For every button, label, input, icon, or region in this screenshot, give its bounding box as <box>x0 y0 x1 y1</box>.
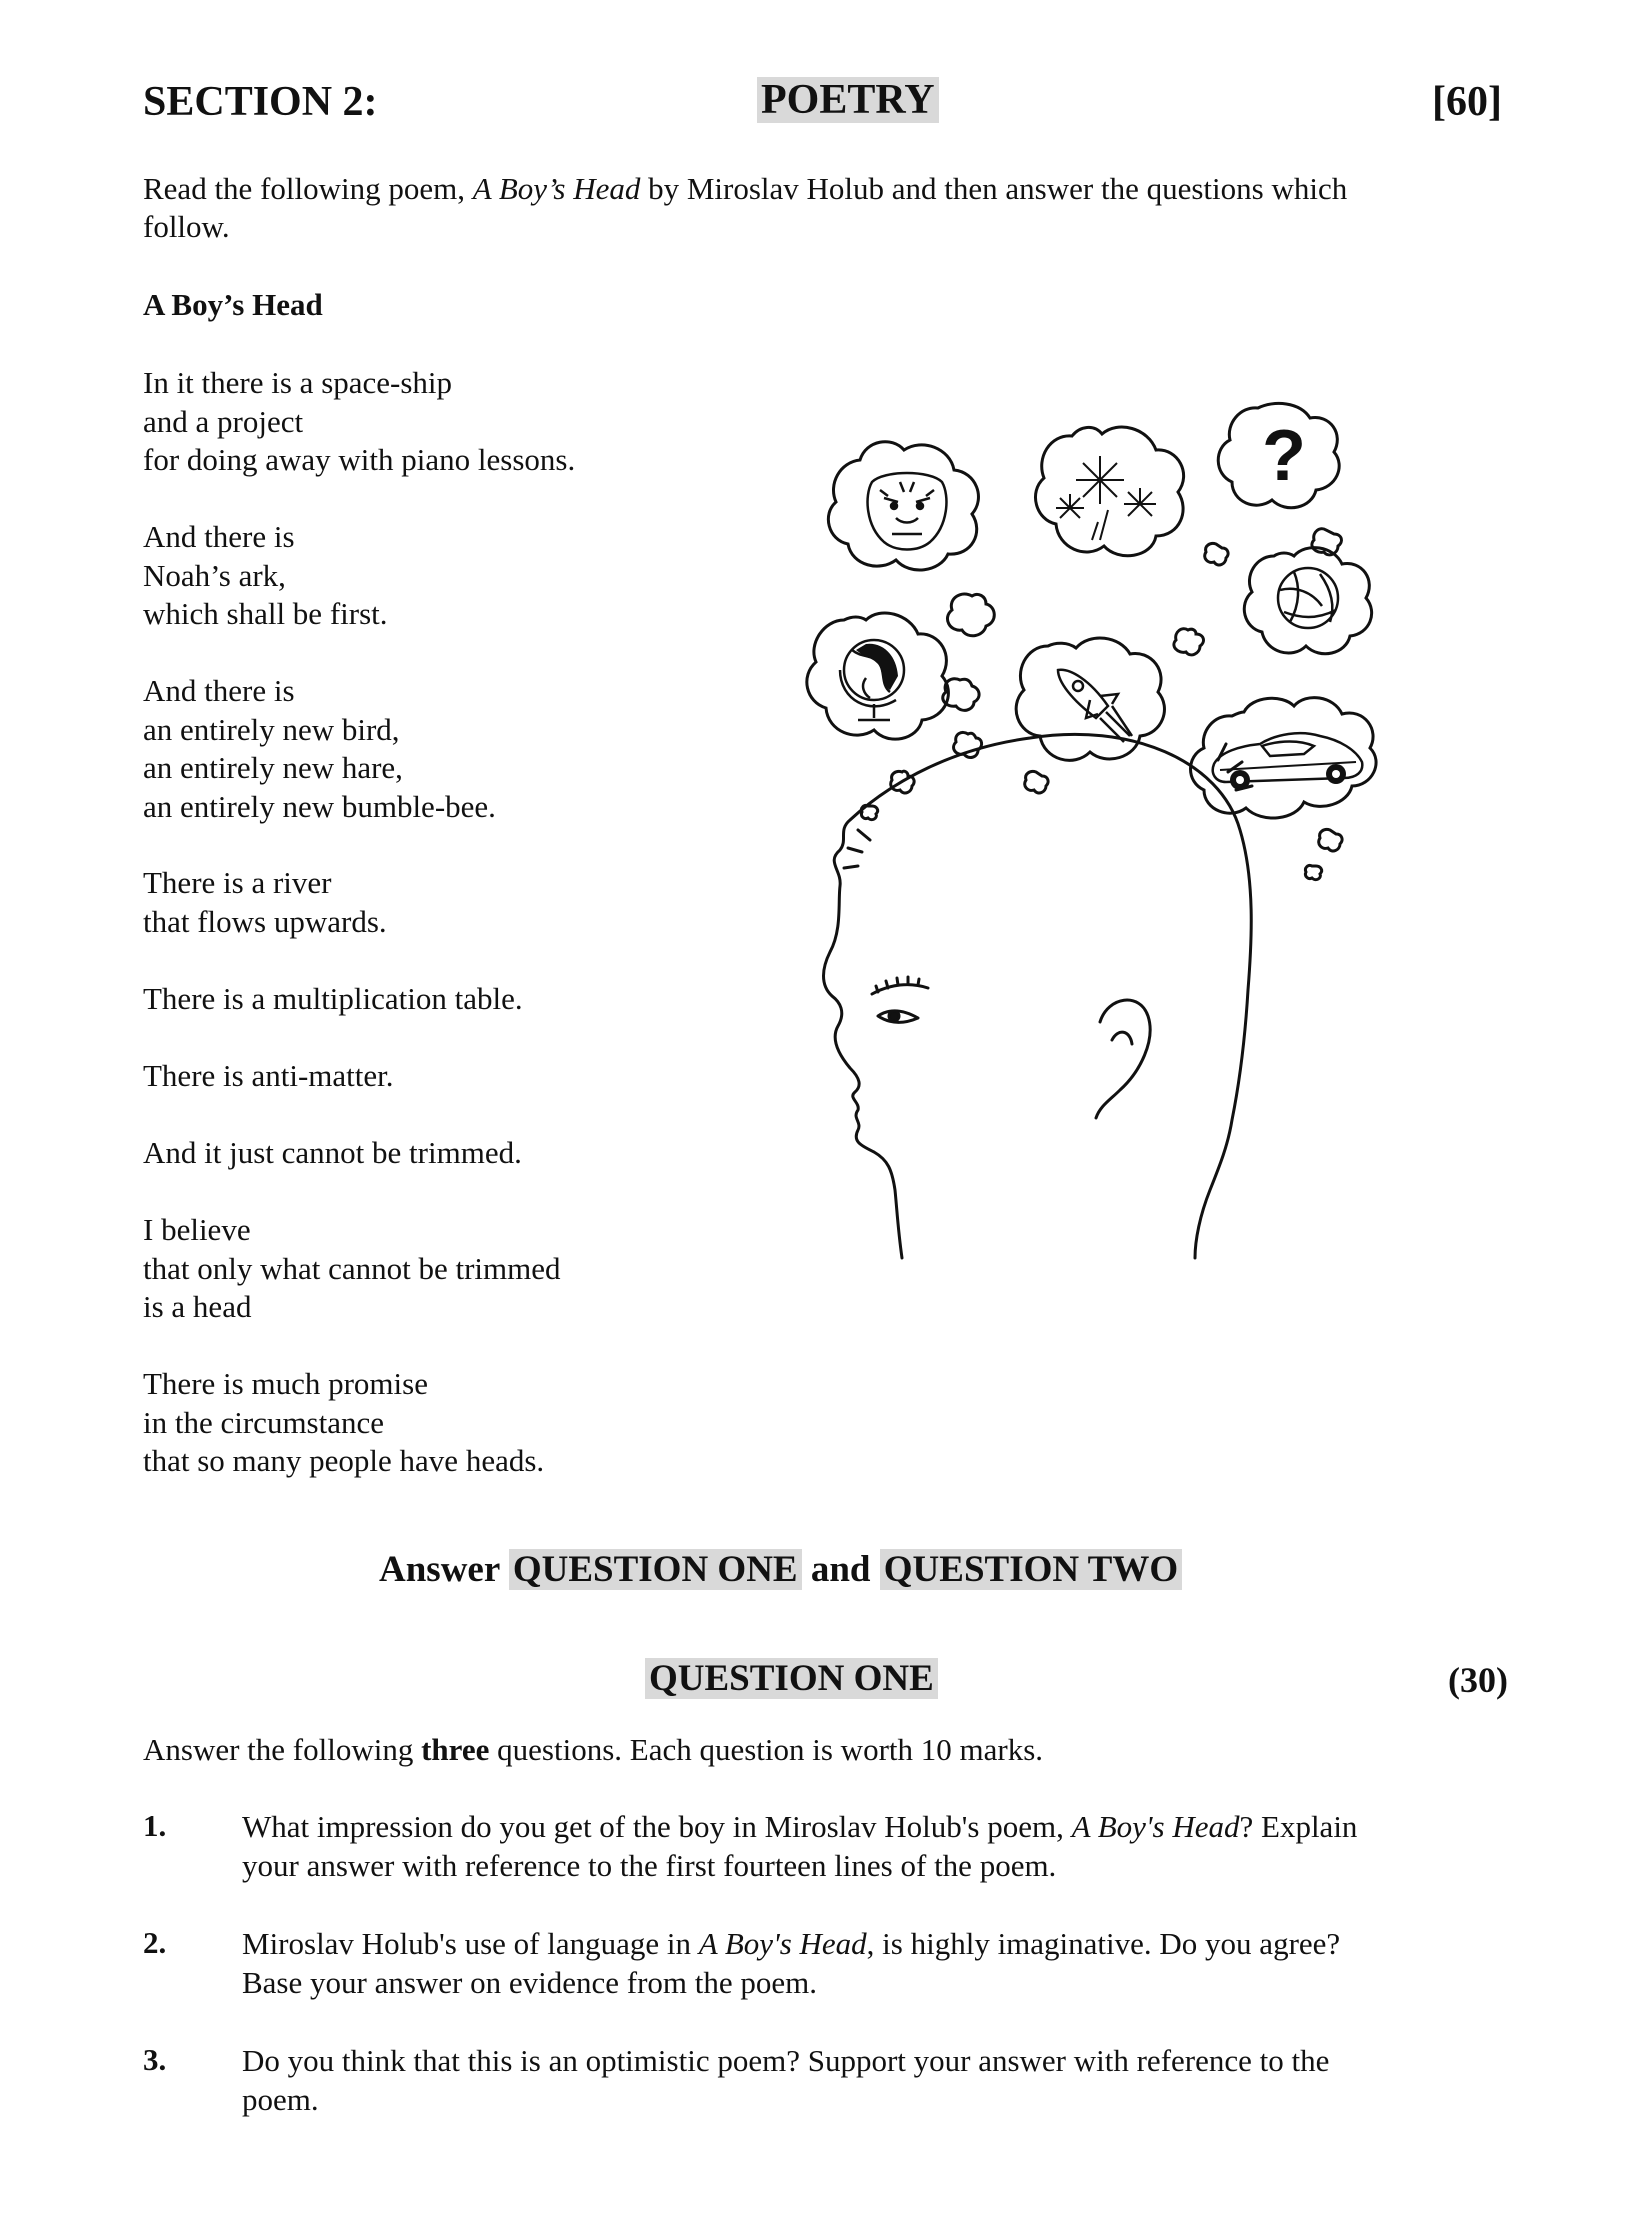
poem-line: an entirely new bird, <box>143 711 400 747</box>
question-number: 1. <box>143 1808 167 1843</box>
poem-stanza <box>143 980 523 1019</box>
poem-line: There is anti-matter. <box>143 1058 394 1093</box>
intro-text: Read the following poem, <box>143 171 473 206</box>
q2-line1-italic: A Boy's Head <box>698 1926 867 1961</box>
poem-stanza <box>143 364 575 480</box>
answer-question-one: QUESTION ONE <box>509 1549 802 1590</box>
poem-line: in the circumstance <box>143 1404 385 1440</box>
poem-line: Noah’s ark, <box>143 557 286 593</box>
poem-line: I believe <box>143 1212 251 1247</box>
intro-text-end: follow. <box>143 209 230 244</box>
poem-stanza <box>143 1211 561 1327</box>
q2-line1-post: , is highly imaginative. Do you agree? <box>866 1926 1341 1961</box>
q2-line2: Base your answer on evidence from the poem. <box>242 1964 818 2000</box>
poem-stanza <box>143 1365 544 1481</box>
q3-line1-pre: Do you think that this is an optimistic poem? Support your answer with reference to the <box>242 2043 1330 2078</box>
page-title-text: POETRY <box>757 77 939 123</box>
poem-stanza <box>143 864 387 941</box>
question-text <box>242 1808 1492 1885</box>
rocket-thought-cloud <box>1016 638 1164 760</box>
fireworks-icon <box>1056 456 1156 540</box>
question-number: 2. <box>143 1925 167 1960</box>
instruction-post: questions. Each question is worth 10 marks. <box>489 1732 1044 1767</box>
poem-stanza <box>143 1057 393 1096</box>
eyebrow <box>872 977 928 994</box>
intro-text-cont: by Miroslav Holub and then answer the questions which <box>640 171 1348 206</box>
question-one-heading <box>645 1657 938 1700</box>
question-text <box>242 2042 1492 2119</box>
poem-line: that flows upwards. <box>143 903 387 939</box>
poem-line: an entirely new hare, <box>143 750 403 785</box>
poem-line: In it there is a space-ship <box>143 365 453 400</box>
section-label: SECTION 2: <box>143 79 378 125</box>
answer-instruction <box>379 1548 1182 1591</box>
q3-line2: poem. <box>242 2081 319 2117</box>
ear <box>1096 1000 1150 1118</box>
volleyball-thought-cloud <box>1244 548 1371 654</box>
boy-head-illustration <box>800 400 1420 1270</box>
question-one-instruction <box>143 1731 1043 1769</box>
poem-stanza <box>143 672 496 826</box>
poem-line: and a project <box>143 403 304 439</box>
poem-line: There is a multiplication table. <box>143 981 523 1016</box>
q1-line2: your answer with reference to the first fourteen lines of the poem. <box>242 1847 1057 1883</box>
tiger-icon <box>868 473 947 550</box>
question-one-marks: (30) <box>1448 1660 1508 1700</box>
poem-line: an entirely new bumble-bee. <box>143 788 496 824</box>
instruction-pre: Answer the following <box>143 1732 422 1767</box>
q1-line1-italic: A Boy's Head <box>1071 1809 1240 1844</box>
tiger-thought-cloud <box>828 442 978 570</box>
poem-line: that so many people have heads. <box>143 1443 545 1478</box>
question-number: 3. <box>143 2042 167 2077</box>
poem-title: A Boy’s Head <box>143 287 323 322</box>
question-text <box>242 1925 1492 2002</box>
volleyball-icon <box>1278 568 1338 628</box>
fireworks-thought-cloud <box>1035 427 1183 556</box>
q2-line1-pre: Miroslav Holub's use of language in <box>242 1926 699 1961</box>
poem-line: And it just cannot be trimmed. <box>143 1135 522 1170</box>
answer-prefix: Answer <box>379 1549 509 1590</box>
question-mark-icon: ? <box>1262 416 1306 496</box>
rocket-icon <box>1058 670 1132 742</box>
poem-line: And there is <box>143 519 295 554</box>
poem-line: for doing away with piano lessons. <box>143 442 576 477</box>
poem-line: There is much promise <box>143 1366 428 1401</box>
page-title <box>757 76 939 124</box>
instruction-bold: three <box>421 1732 490 1767</box>
poem-stanza <box>143 1134 522 1173</box>
poem-line: which shall be first. <box>143 596 388 631</box>
poem-line: that only what cannot be trimmed <box>143 1250 561 1286</box>
section-marks: [60] <box>1432 79 1502 125</box>
poem-line: And there is <box>143 673 295 708</box>
intro-paragraph <box>143 170 1523 246</box>
answer-question-two: QUESTION TWO <box>880 1549 1182 1590</box>
poem-line: is a head <box>143 1289 252 1324</box>
q1-line1-pre: What impression do you get of the boy in Miroslav Holub's poem, <box>242 1809 1072 1844</box>
head-outline <box>824 734 1252 1258</box>
question-one-heading-text: QUESTION ONE <box>645 1658 938 1699</box>
poem-stanza <box>143 518 388 634</box>
poem-line: There is a river <box>143 865 332 900</box>
answer-mid: and <box>801 1549 880 1590</box>
intro-poem-title: A Boy’s Head <box>472 171 641 206</box>
q1-line1-post: ? Explain <box>1239 1809 1358 1844</box>
